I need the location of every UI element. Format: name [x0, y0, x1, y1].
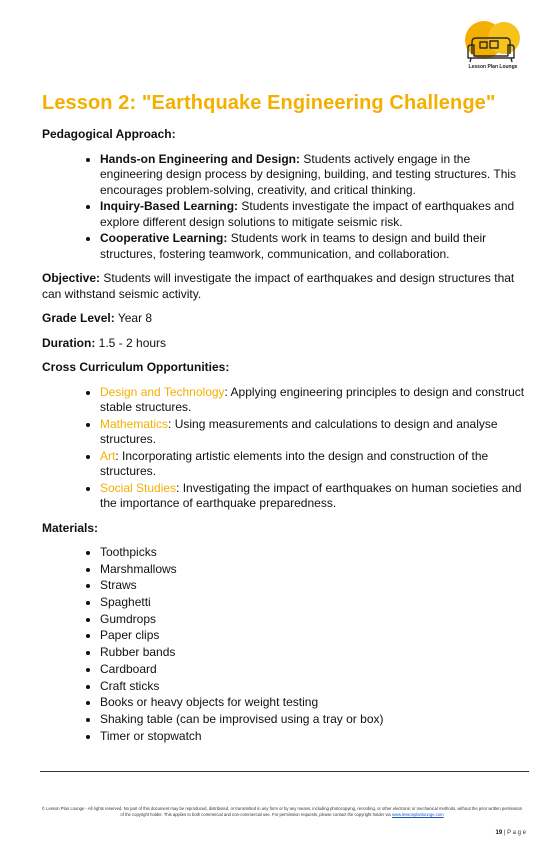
cross-curriculum-list [42, 385, 528, 512]
material-item: • Paper clips [100, 628, 528, 644]
material-item: • Gumdrops [100, 612, 528, 628]
objective-label: Objective: [42, 271, 101, 285]
lesson-title: Lesson 2: "Earthquake Engineering Challenge" [42, 92, 496, 114]
subject-description: : Incorporating artistic elements into the design and construction of the structures. [100, 448, 489, 478]
pedagogical-item-text: Students work in teams to design and build their structures, fostering teamwork, communication, and collaboration. [100, 231, 487, 261]
logo-caption: Lesson Plan Lounge [468, 64, 518, 70]
website-link[interactable]: www.lessonplanlounge.com [391, 812, 444, 817]
footer-copyright [40, 806, 524, 818]
objective [42, 271, 528, 302]
material-item: • Toothpicks [100, 545, 528, 561]
material-item: • Craft sticks [100, 679, 528, 695]
subject-name: Mathematics [100, 416, 169, 431]
material-item: • Straws [100, 578, 528, 594]
pedagogical-list [42, 152, 528, 263]
material-item: • Rubber bands [100, 645, 528, 661]
material-item: • Cardboard [100, 662, 528, 678]
material-item: • Shaking table (can be improvised using a tray or box) [100, 712, 528, 728]
objective-text: Students will investigate the impact of earthquakes and design structures that can withstand seismic activity. [42, 271, 515, 301]
pedagogical-item [100, 199, 528, 230]
cross-curriculum-heading: Cross Curriculum Opportunities: [42, 360, 230, 374]
subject-name: Art [100, 448, 116, 463]
pedagogical-heading: Pedagogical Approach: [42, 127, 176, 141]
footer-divider [40, 771, 529, 772]
subject-description: : Applying engineering principles to design and construct stable structures. [100, 384, 525, 414]
pedagogical-item [100, 231, 528, 262]
material-item: • Books or heavy objects for weight testing [100, 695, 528, 711]
page-number-value: 19 [495, 830, 503, 836]
subject-name: Social Studies [100, 480, 177, 495]
pedagogical-item-text: Students actively engage in the engineering design process by designing, building, and testing structures. This encourages problem-solving, creativity, and critical thinking. [100, 151, 517, 197]
page-label: | P a g e [502, 830, 526, 836]
material-item: • Timer or stopwatch [100, 729, 528, 745]
grade-level-label: Grade Level: [42, 311, 115, 325]
duration-label: Duration: [42, 335, 96, 350]
material-item: • Spaghetti [100, 595, 528, 611]
pedagogical-item-label: Hands-on Engineering and Design: [100, 151, 301, 166]
pedagogical-item-text: Students investigate the impact of earthquakes and explore different design solutions to mitigate seismic risk. [100, 199, 515, 229]
subject-description: : Investigating the impact of earthquakes on human societies and the importance of earthquake preparedness. [100, 480, 522, 510]
cross-curriculum-item [100, 417, 528, 448]
materials-heading: Materials: [42, 520, 99, 535]
pedagogical-item-label: Cooperative Learning: [100, 231, 228, 245]
materials-list [42, 545, 528, 744]
page-number [496, 830, 527, 836]
copyright-text: © Lesson Plan Lounge - All rights reserved. No part of this document may be reproduced, distributed, or transmitted in any form or by any means, including photocopying, recording, or other electronic or mechanical methods, without the prior written permission of the copyright holder. This applies to both commercial and non-commercial use. For permission requests, please contact the copyright holder via [41, 806, 523, 817]
cross-curriculum-item [100, 449, 528, 480]
duration [42, 336, 528, 352]
grade-level [42, 311, 528, 327]
material-item: • Marshmallows [100, 562, 528, 578]
duration-value: 1.5 - 2 hours [95, 335, 167, 350]
cross-curriculum-item [100, 385, 528, 416]
lesson-content [42, 127, 528, 753]
pedagogical-item-label: Inquiry-Based Learning: [100, 199, 239, 213]
grade-level-value: Year 8 [114, 311, 153, 325]
subject-name: Design and Technology [100, 384, 225, 399]
subject-description: : Using measurements and calculations to design and analyse structures. [100, 416, 498, 446]
pedagogical-item [100, 152, 528, 199]
cross-curriculum-item [100, 481, 528, 512]
